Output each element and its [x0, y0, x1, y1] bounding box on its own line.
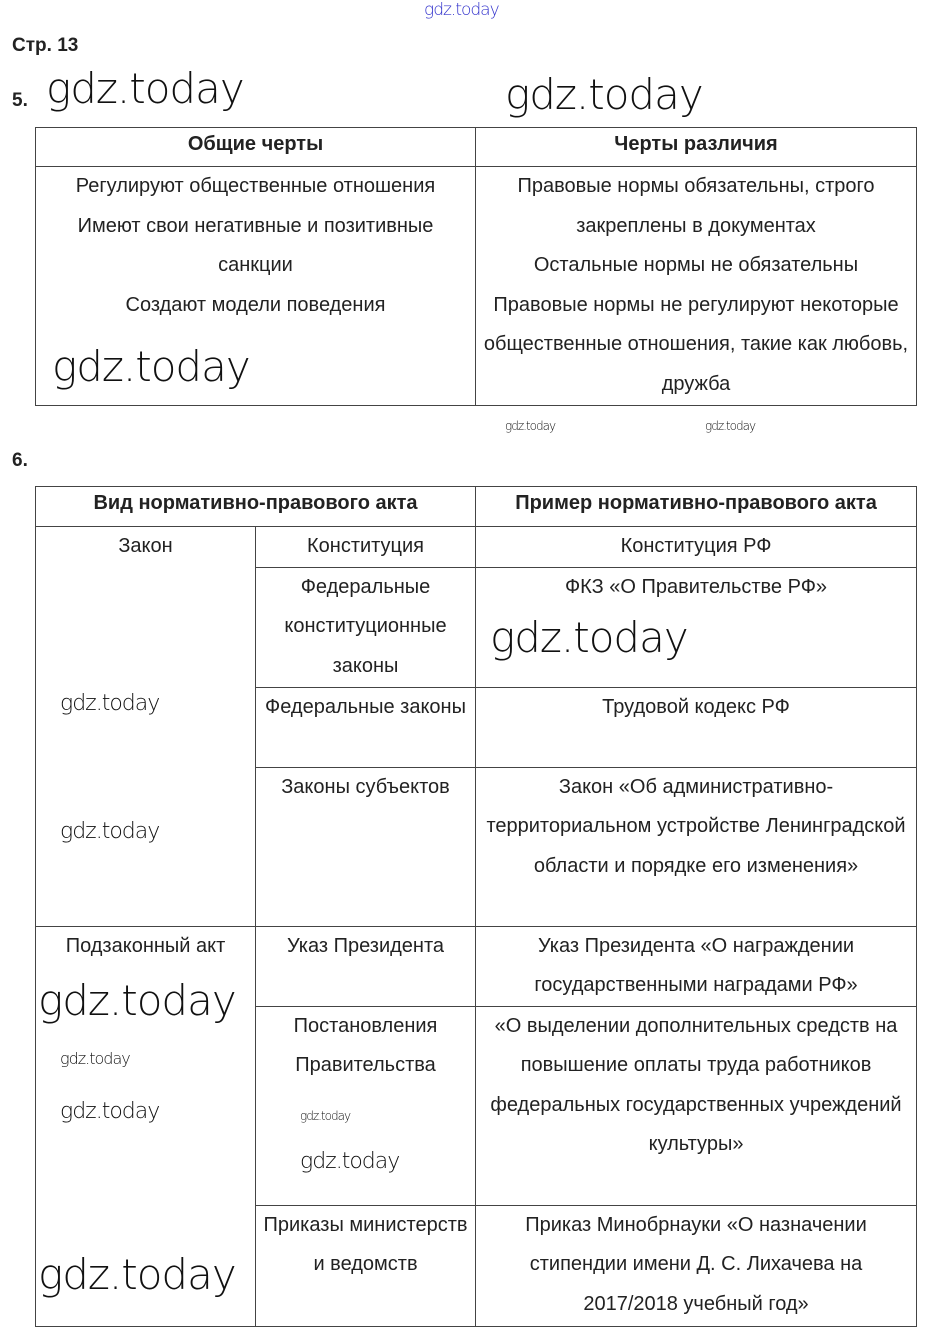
- kind-cell: Федеральные конституционные законы: [256, 567, 476, 687]
- kind-cell: Законы субъектов: [256, 767, 476, 926]
- common-item: Создают модели поведения: [125, 293, 386, 316]
- difference-item: Правовые нормы не регулируют некоторые общественные отношения, такие как любовь, дружба: [483, 293, 909, 395]
- kind-cell: Постановления Правительства: [256, 1006, 476, 1205]
- header-common: Общие черты: [36, 128, 476, 167]
- type-cell: Подзаконный акт: [36, 926, 256, 1326]
- example-cell: Приказ Минобрнауки «О назначении стипендии имени Д. С. Лихачева на 2017/2018 учебный год»: [476, 1205, 917, 1326]
- watermark: gdz.today: [60, 691, 160, 716]
- common-item: Имеют свои негативные и позитивные санкции: [77, 214, 434, 276]
- example-cell: Конституция РФ: [476, 527, 917, 568]
- example-cell: Указ Президента «О награждении государственными наградами РФ»: [476, 926, 917, 1006]
- difference-item: Правовые нормы обязательны, строго закреплены в документах: [517, 175, 875, 237]
- example-cell: ФКЗ «О Правительстве РФ»: [476, 567, 917, 687]
- difference-item: Остальные нормы не обязательны: [533, 254, 859, 276]
- watermark: gdz.today: [505, 419, 556, 433]
- common-item: Регулируют общественные отношения: [75, 175, 436, 197]
- example-cell: «О выделении дополнительных средств на повышение оплаты труда работников федеральных государственных учреждений культуры»: [476, 1006, 917, 1205]
- watermark: gdz.today: [38, 976, 236, 1025]
- watermark: gdz.today: [424, 0, 499, 20]
- watermark: gdz.today: [60, 1049, 130, 1068]
- example-cell: Трудовой кодекс РФ: [476, 687, 917, 767]
- watermark: gdz.today: [46, 64, 244, 113]
- task-5-number: 5.: [12, 90, 28, 111]
- task-5-table: [35, 127, 917, 406]
- watermark: gdz.today: [505, 70, 703, 119]
- kind-cell: Конституция: [256, 527, 476, 568]
- page-label: Стр. 13: [12, 35, 79, 56]
- differences-cell: [476, 167, 917, 406]
- kind-cell: Указ Президента: [256, 926, 476, 1006]
- watermark: gdz.today: [60, 1099, 160, 1124]
- common-cell: [36, 167, 476, 406]
- watermark: gdz.today: [300, 1109, 351, 1123]
- watermark: gdz.today: [490, 613, 688, 662]
- watermark: gdz.today: [300, 1149, 400, 1174]
- kind-cell: Приказы министерств и ведомств: [256, 1205, 476, 1326]
- watermark: gdz.today: [52, 342, 250, 391]
- watermark: gdz.today: [60, 819, 160, 844]
- header-example: Пример нормативно-правового акта: [476, 487, 917, 527]
- task-6-number: 6.: [12, 450, 28, 471]
- task-6-table: [35, 486, 917, 1327]
- header-differences: Черты различия: [476, 128, 917, 167]
- example-cell: Закон «Об административно-территориальном устройстве Ленинградской области и порядке его изменения»: [476, 767, 917, 926]
- kind-cell: Федеральные законы: [256, 687, 476, 767]
- watermark: gdz.today: [705, 419, 756, 433]
- watermark: gdz.today: [38, 1250, 236, 1299]
- type-cell: Закон: [36, 527, 256, 927]
- header-kind: Вид нормативно-правового акта: [36, 487, 476, 527]
